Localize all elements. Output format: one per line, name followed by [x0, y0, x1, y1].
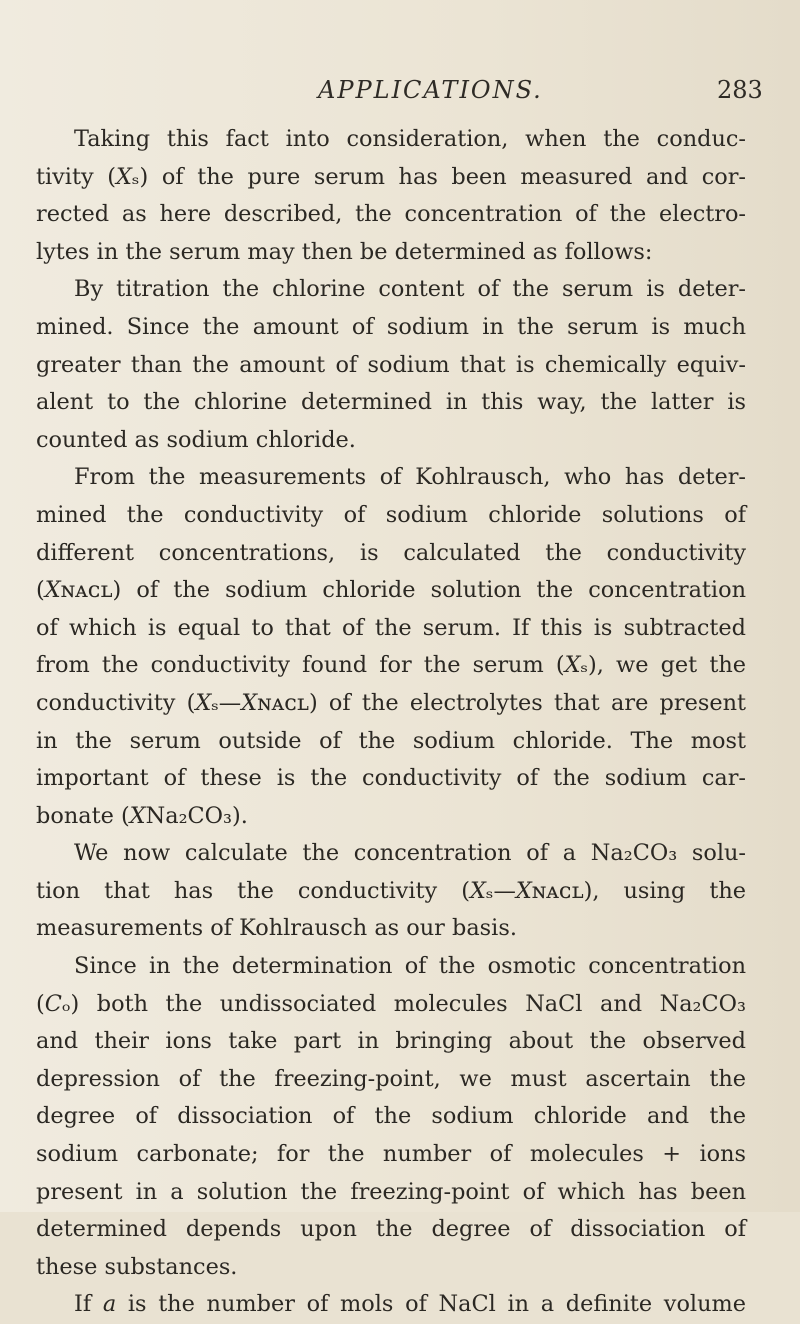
- text-line: By titration the chlorine content of the serum is deter-: [74, 276, 746, 303]
- body-text: [36, 121, 746, 1324]
- text-line: measurements of Kohlrausch as our basis.: [36, 915, 517, 942]
- text-line: Since in the determination of the osmotic concentration: [74, 953, 746, 980]
- text-line: degree of dissociation of the sodium chloride and the: [36, 1103, 746, 1130]
- text-line: tion that has the conductivity (𝑋ₛ—𝑋ɴᴀᴄʟ), using the: [36, 877, 746, 904]
- text-line: and their ions take part in bringing about the observed: [36, 1028, 746, 1055]
- text-line: (𝐶ₒ) both the undissociated molecules NaCl and Na₂CO₃: [36, 990, 746, 1017]
- text-line: present in a solution the freezing-point of which has been: [36, 1178, 746, 1205]
- text-line: We now calculate the concentration of a Na₂CO₃ solu-: [74, 840, 746, 867]
- text-line: bonate (𝑋Na₂CO₃).: [36, 802, 248, 829]
- text-line: Taking this fact into consideration, when the conduc-: [74, 126, 746, 152]
- text-line: From the measurements of Kohlrausch, who has deter-: [74, 464, 746, 491]
- text-line: different concentrations, is calculated the conductivity: [36, 539, 746, 566]
- text-line: tivity (𝑋ₛ) of the pure serum has been measured and cor-: [36, 163, 746, 190]
- text-line: from the conductivity found for the serum (𝑋ₛ), we get the: [36, 652, 746, 679]
- text-line: mined the conductivity of sodium chloride solutions of: [36, 501, 746, 528]
- text-line: lytes in the serum may then be determined as follows:: [36, 238, 653, 265]
- text-line: rected as here described, the concentration of the electro-: [36, 201, 746, 228]
- text-line: in the serum outside of the sodium chloride. The most: [36, 727, 746, 754]
- text-line: alent to the chlorine determined in this way, the latter is: [36, 389, 746, 416]
- text-line: sodium carbonate; for the number of molecules + ions: [36, 1141, 746, 1168]
- text-line: If 𝑎 is the number of mols of NaCl in a definite volume: [74, 1291, 746, 1318]
- page-header: [0, 74, 800, 114]
- running-title: APPLICATIONS.: [318, 76, 543, 104]
- text-line: these substances.: [36, 1253, 238, 1280]
- text-line: conductivity (𝑋ₛ—𝑋ɴᴀᴄʟ) of the electrolytes that are present: [36, 689, 746, 716]
- text-line: counted as sodium chloride.: [36, 426, 356, 453]
- text-line: determined depends upon the degree of dissociation of: [36, 1216, 746, 1243]
- text-line: greater than the amount of sodium that is chemically equiv-: [36, 351, 746, 378]
- text-line: mined. Since the amount of sodium in the serum is much: [36, 313, 746, 340]
- text-line: important of these is the conductivity of the sodium car-: [36, 765, 746, 792]
- text-line: (𝑋ɴᴀᴄʟ) of the sodium chloride solution the concentration: [36, 577, 746, 604]
- text-line: depression of the freezing-point, we must ascertain the: [36, 1065, 746, 1092]
- page-number: 283: [717, 76, 763, 104]
- text-line: of which is equal to that of the serum. If this is subtracted: [36, 614, 746, 641]
